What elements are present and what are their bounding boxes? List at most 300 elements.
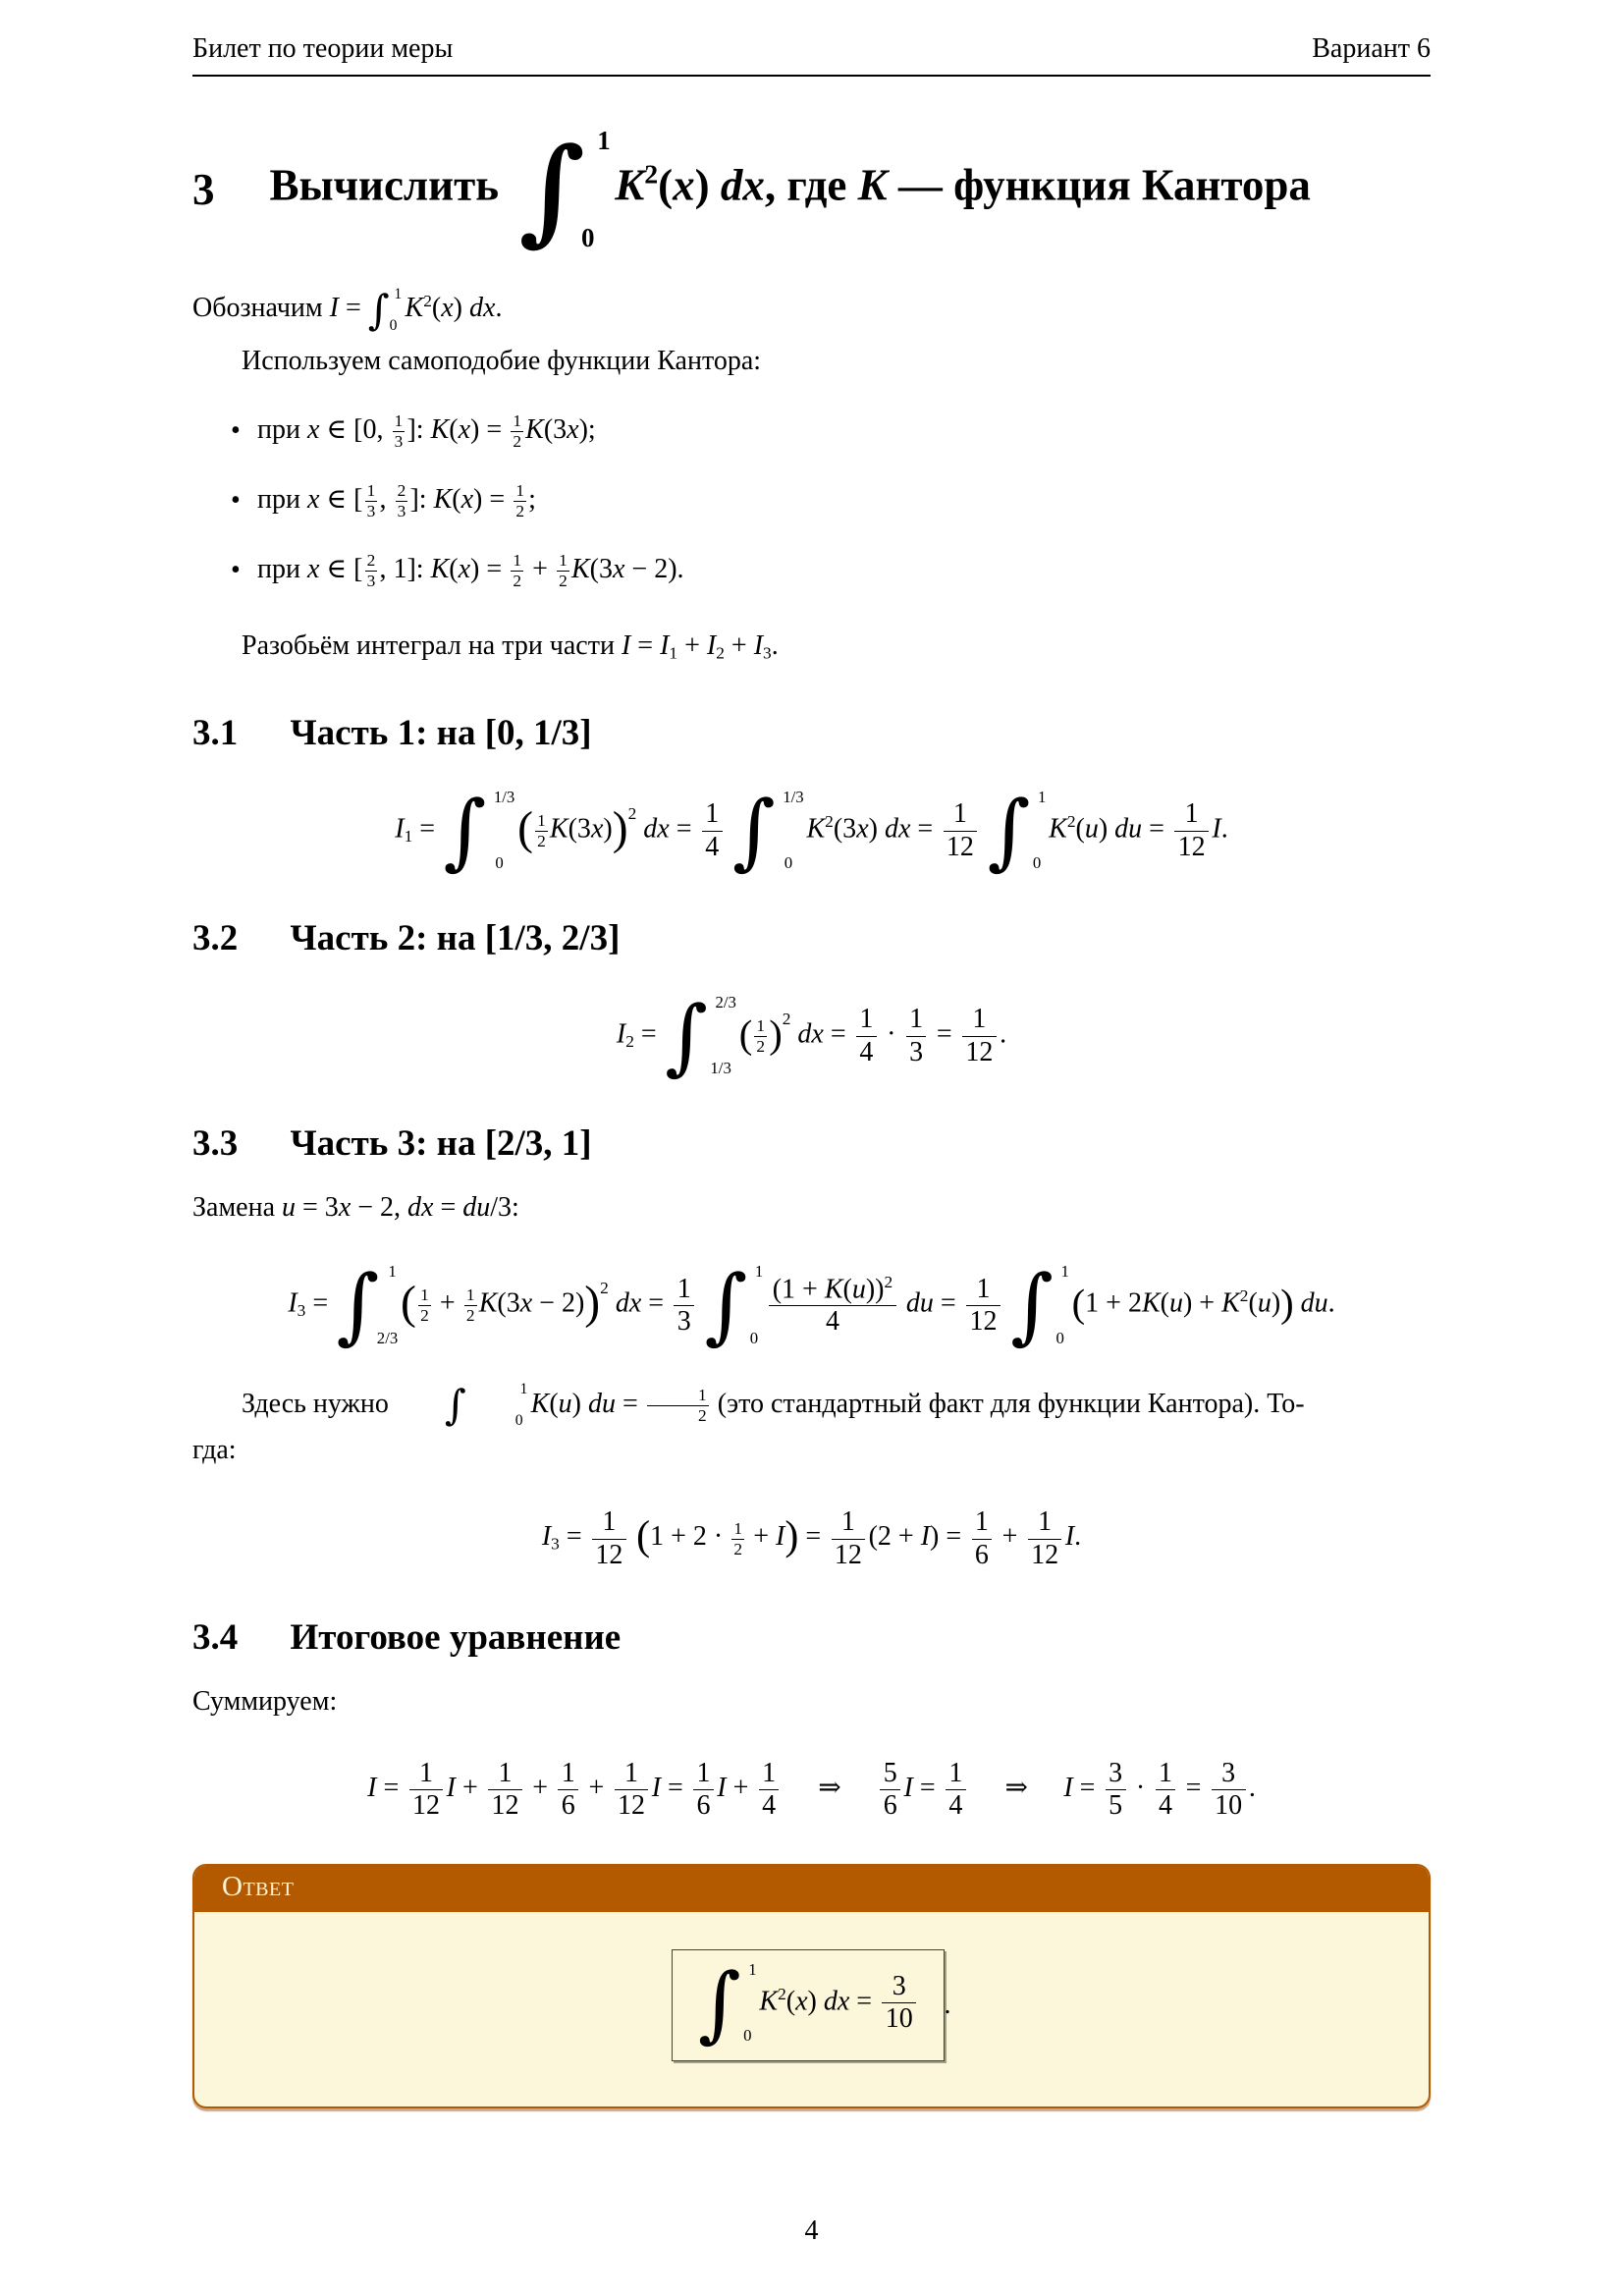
subsection-title: Часть 1: на [0, 1/3] (290, 713, 592, 754)
math-mi: x (590, 813, 604, 845)
math-mi: dx (797, 1018, 824, 1050)
math-frac (557, 551, 569, 591)
math-frac (1212, 1758, 1246, 1822)
subsection-title: Часть 3: на [2/3, 1] (290, 1123, 592, 1165)
math-msub: 1 (404, 826, 413, 846)
math-mi: x (458, 553, 471, 584)
math-msup: 2 (644, 159, 659, 191)
math-mr: ) + (1182, 1287, 1222, 1319)
math-mr: ) = (930, 1521, 969, 1553)
math-msub: 3 (551, 1534, 560, 1554)
math-mr: ) (603, 813, 613, 845)
math-den: 6 (972, 1539, 993, 1571)
math-mr: Обозначим (192, 293, 330, 324)
math-num: 1 (952, 798, 967, 830)
math-intsign: ∫ (731, 783, 776, 880)
formula-final-equation (192, 1758, 1431, 1822)
math-frac (647, 1386, 709, 1426)
math-mr: при (257, 413, 307, 445)
math-den: 12 (1028, 1539, 1062, 1571)
math-den: 2 (514, 501, 526, 521)
math-den: 10 (882, 2002, 916, 2035)
math-mr: ∈ [ (319, 553, 363, 584)
answer-box-header (194, 1866, 1429, 1912)
math-mi: x (612, 553, 625, 584)
math-mr: (2 + (868, 1521, 921, 1553)
math-msub: 3 (297, 1301, 306, 1321)
math-msup: 2 (825, 812, 834, 832)
math-intb: 0 (581, 223, 595, 252)
math-mr: + (995, 1521, 1025, 1553)
math-intI (368, 287, 402, 334)
paragraph-summing: Суммируем: (192, 1685, 338, 1717)
math-mi: I (616, 1018, 626, 1050)
math-mi: dx (720, 160, 765, 210)
math-mi: I (288, 1287, 298, 1319)
math-mi: K (615, 160, 645, 210)
running-header (192, 33, 1431, 77)
math-mr: · (1128, 1773, 1153, 1804)
math-msup: 2 (1066, 812, 1076, 832)
math-mr: )) (865, 1274, 885, 1304)
math-mr: (это стандартный факт для функции Кантора). То- (710, 1388, 1305, 1419)
math-num: 1 (676, 1273, 691, 1304)
math-frac (693, 1758, 714, 1822)
math-intlims (390, 286, 403, 334)
math-den: 4 (759, 1789, 780, 1822)
math-frac (418, 1285, 431, 1326)
math-intlims (1029, 789, 1047, 873)
math-mi: K (430, 413, 450, 445)
math-mr: ; (528, 483, 536, 515)
math-frac (1174, 798, 1209, 862)
math-den: 6 (880, 1789, 900, 1822)
math-mi: dx (407, 1192, 434, 1224)
math-mr: . (495, 293, 503, 324)
paragraph-denote (192, 287, 1431, 334)
math-msup: 2 (884, 1272, 893, 1291)
math-den: 3 (906, 1036, 927, 1068)
math-mr: (3 (833, 813, 857, 845)
math-mi: I (395, 813, 405, 845)
math-mr: + (525, 553, 555, 584)
math-den: 12 (962, 1036, 997, 1068)
math-mr: + (724, 629, 754, 661)
math-intD (336, 1257, 399, 1354)
math-mr: при (257, 483, 307, 515)
math-mr: при (257, 553, 307, 584)
math-mr: ( (1075, 813, 1085, 845)
math-intb: 0 (784, 853, 793, 873)
math-inta: 1 (748, 1959, 757, 1979)
math-mr: ( (549, 1388, 559, 1419)
math-bigp: ) (784, 1513, 799, 1559)
math-mr: Разобьём интеграл на три части (242, 629, 622, 661)
math-mi: du (587, 1388, 616, 1419)
math-mr: ]: (406, 413, 431, 445)
math-frac (944, 798, 978, 862)
math-mr: ) (694, 160, 721, 210)
math-num: 2 (366, 550, 376, 570)
math-mr: + (726, 1773, 756, 1804)
math-bigp: ( (738, 1011, 753, 1057)
math-den: 2 (754, 1036, 767, 1057)
math-mi: du (1114, 813, 1143, 845)
math-num: 1 (859, 1004, 874, 1035)
math-inta: 1/3 (493, 788, 515, 807)
math-den: 12 (615, 1789, 649, 1822)
math-mr: ⇒ (818, 1773, 841, 1804)
math-intlims (706, 994, 736, 1078)
math-mi: u (558, 1388, 572, 1419)
math-mr: = (305, 1287, 336, 1319)
math-intsign: ∫ (444, 1381, 466, 1430)
paragraph-split-integral (192, 625, 1431, 667)
math-num: 1 (465, 1285, 475, 1305)
math-mr: 1 + 2 (1085, 1287, 1142, 1319)
math-mr: + (525, 1773, 556, 1804)
math-mr: , (379, 483, 394, 515)
math-intlims (774, 789, 804, 873)
math-frac (754, 1016, 767, 1057)
math-mi: I (329, 293, 339, 324)
math-mr: + (456, 1773, 485, 1804)
math-mr: . (1000, 1018, 1007, 1050)
math-mi: dx (643, 813, 670, 845)
math-den: 4 (769, 1305, 895, 1338)
section-number: 3 (192, 165, 215, 214)
header-right-variant: Вариант 6 (1312, 33, 1431, 64)
math-frac (1106, 1758, 1126, 1822)
math-num: 1 (418, 1758, 433, 1789)
math-mi: K (478, 1287, 498, 1319)
math-den: 4 (856, 1036, 877, 1068)
math-den: 12 (592, 1539, 626, 1571)
math-mr: . (1074, 1521, 1082, 1553)
math-frac (558, 1758, 578, 1822)
math-mi: x (338, 1192, 352, 1224)
math-intD (704, 1257, 764, 1354)
math-mr: (3 (543, 413, 568, 445)
math-num: 1 (623, 1758, 638, 1789)
math-intb: 0 (1032, 853, 1042, 873)
math-mr: ( (431, 293, 442, 324)
math-inta: 1 (597, 126, 611, 155)
math-mi: x (567, 413, 579, 445)
math-mi: I (920, 1521, 931, 1553)
math-mr: . (1248, 1773, 1256, 1804)
math-num: 1 (420, 1285, 429, 1305)
math-mr: , где (764, 160, 858, 210)
math-frac (702, 798, 723, 862)
math-intlims (746, 1264, 764, 1348)
math-mr: · (880, 1018, 903, 1050)
math-inta: 1/3 (783, 788, 804, 807)
math-mi: dx (615, 1287, 642, 1319)
math-den: 12 (409, 1789, 444, 1822)
answer-formula-box (672, 1949, 944, 2061)
formula-part1 (192, 783, 1431, 880)
math-mi: x (306, 483, 320, 515)
math-mr: ) (571, 1388, 588, 1419)
math-den: 12 (832, 1539, 866, 1571)
math-mr: − 2). (624, 553, 684, 584)
math-frac (856, 1004, 877, 1067)
section-heading (192, 121, 1431, 257)
math-frac (409, 1758, 444, 1822)
math-frac (972, 1506, 993, 1570)
math-mr: ( (842, 1274, 852, 1304)
math-intD (731, 783, 804, 880)
math-frac (511, 411, 523, 452)
bullet-icon: • (231, 555, 241, 586)
math-msup: 2 (1239, 1286, 1249, 1306)
math-num: 1 (498, 1758, 513, 1789)
math-mr: (3 (589, 553, 613, 584)
math-den: 2 (511, 571, 523, 591)
math-mr: ]: (409, 483, 434, 515)
math-intlims (739, 1961, 757, 2046)
math-mi: du (905, 1287, 934, 1319)
math-den: 3 (396, 501, 408, 521)
math-mr: — функция Кантора (887, 160, 1311, 210)
math-mr: ( (1160, 1287, 1169, 1319)
math-mi: x (519, 1287, 533, 1319)
math-mi: x (460, 483, 474, 515)
math-frac (759, 1758, 780, 1822)
math-den: 6 (693, 1789, 714, 1822)
math-den: 3 (365, 501, 378, 521)
math-mr: = (1142, 813, 1171, 845)
math-msup: 2 (627, 804, 637, 824)
math-den: 12 (944, 831, 978, 863)
math-mr: = 3 (296, 1192, 339, 1224)
bullet-icon: • (231, 415, 241, 447)
math-mi: dx (469, 293, 496, 324)
math-intb: 0 (743, 2025, 752, 2045)
math-den: 2 (647, 1405, 709, 1426)
math-mi: I (367, 1773, 377, 1804)
answer-box-body (194, 1912, 1429, 2106)
paragraph-selfsimilarity: Используем самоподобие функции Кантора: (242, 345, 762, 376)
math-mr: ); (578, 413, 596, 445)
math-mr: ) = (470, 413, 510, 445)
math-den: 12 (488, 1789, 522, 1822)
math-mi: I (717, 1773, 727, 1804)
math-mi: x (306, 413, 320, 445)
math-num: 5 (883, 1758, 897, 1789)
math-frac (1156, 1758, 1176, 1822)
math-mi: x (856, 813, 869, 845)
math-bigp: ) (769, 1011, 783, 1057)
math-mr: = (933, 1287, 963, 1319)
math-mr: ) (453, 293, 469, 324)
math-mr: = (929, 1018, 959, 1050)
math-intb: 0 (389, 316, 398, 334)
math-frac (396, 481, 408, 521)
math-msub: 2 (716, 643, 725, 663)
math-mr: = (669, 813, 699, 845)
math-den: 12 (1174, 831, 1209, 863)
math-mi: u (851, 1274, 866, 1304)
math-mr: (3 (497, 1287, 520, 1319)
math-den: 2 (511, 431, 523, 452)
math-mi: I (1212, 813, 1221, 845)
math-den: 10 (1212, 1789, 1246, 1822)
math-mi: K (759, 1986, 779, 2017)
math-intD (987, 783, 1047, 880)
math-den: 2 (557, 571, 569, 591)
math-bigp: ( (401, 1278, 416, 1330)
math-num: 1 (762, 1758, 777, 1789)
math-mi: I (621, 629, 631, 661)
subsection-title: Итоговое уравнение (290, 1616, 622, 1658)
math-intsign: ∫ (987, 783, 1031, 880)
math-mr: − 2, (351, 1192, 408, 1224)
math-mi: x (673, 160, 695, 210)
math-frac (966, 1274, 1001, 1338)
page-footer (0, 2215, 1623, 2247)
math-mr: ) (807, 1986, 824, 2017)
subsection-number: 3.2 (192, 918, 239, 959)
math-mr: ( (449, 413, 459, 445)
math-msup: 2 (782, 1010, 791, 1029)
math-den: 4 (946, 1789, 966, 1822)
math-den: 2 (535, 831, 548, 851)
math-msub: 1 (669, 643, 678, 663)
math-mr: Замена (192, 1192, 283, 1224)
math-intsign: ∫ (704, 1257, 748, 1354)
math-num: 1 (697, 1385, 707, 1404)
math-frac (592, 1506, 626, 1570)
math-mr: = (910, 813, 941, 845)
math-msub: 2 (625, 1031, 634, 1051)
math-mr: = (412, 813, 443, 845)
math-mi: I (903, 1773, 913, 1804)
math-mr: = (1178, 1773, 1209, 1804)
fact-line1 (242, 1381, 1305, 1430)
math-intI (396, 1382, 527, 1429)
math-msup: 2 (423, 291, 432, 310)
subsection-number: 3.1 (192, 713, 239, 754)
math-mr: = (633, 1018, 664, 1050)
subsection-number: 3.3 (192, 1123, 239, 1165)
math-bigp: ( (636, 1513, 651, 1559)
math-mr: = (641, 1287, 672, 1319)
math-mr: ) = (470, 553, 510, 584)
math-mi: I (660, 629, 670, 661)
math-mr: ∈ [ (319, 483, 363, 515)
math-mi: I (446, 1773, 456, 1804)
math-den: 2 (418, 1305, 431, 1326)
math-num: 1 (972, 1004, 987, 1035)
math-num: 2 (397, 480, 406, 500)
math-den: 2 (464, 1305, 477, 1326)
math-intlims (1052, 1264, 1069, 1348)
math-num: 1 (1184, 798, 1199, 830)
math-num: 1 (1038, 1506, 1053, 1538)
math-num: 1 (602, 1506, 617, 1538)
math-mi: x (458, 413, 471, 445)
math-mr: ⇒ (1004, 1773, 1028, 1804)
math-num: 1 (394, 410, 404, 430)
math-intb: 0 (749, 1328, 759, 1347)
math-mi: u (1084, 813, 1099, 845)
math-intlims (485, 789, 515, 873)
math-intD (443, 783, 515, 880)
math-mi: K (433, 483, 453, 515)
math-mi: I (753, 629, 764, 661)
math-mr: (3 (568, 813, 591, 845)
math-num: 1 (561, 1758, 575, 1789)
math-mr: = (849, 1986, 880, 2017)
math-den: 3 (674, 1305, 694, 1338)
math-mi: x (441, 293, 454, 324)
math-mr: = (630, 629, 661, 661)
header-left-title: Билет по теории меры (192, 33, 454, 64)
math-mr: − 2) (532, 1287, 585, 1319)
math-mr: ) (1098, 813, 1109, 845)
math-mi: x (306, 553, 320, 584)
math-intsign: ∫ (518, 121, 586, 257)
math-mi: K (570, 553, 590, 584)
math-num: 1 (515, 480, 524, 500)
math-mr: = (823, 1018, 853, 1050)
math-frac (674, 1274, 694, 1338)
math-mi: u (1257, 1287, 1271, 1319)
math-mr: Вычислить (269, 160, 500, 210)
math-num: 1 (909, 1004, 924, 1035)
math-bigp: ( (1071, 1281, 1086, 1326)
math-mi: x (795, 1986, 808, 2017)
math-mr: . (1327, 1287, 1335, 1319)
math-mi: I (1063, 1773, 1073, 1804)
math-intb: 0 (1055, 1328, 1064, 1347)
math-mi: I (776, 1521, 785, 1553)
formula-part2 (192, 988, 1431, 1085)
math-mr: ) = (473, 483, 513, 515)
math-msup: 2 (600, 1279, 609, 1298)
math-mi: du (1300, 1287, 1328, 1319)
math-num: 1 (1158, 1758, 1172, 1789)
fact-line2: гда: (192, 1435, 237, 1466)
math-num: 3 (1109, 1758, 1123, 1789)
subsection-number: 3.4 (192, 1616, 239, 1658)
math-mr: /3: (490, 1192, 519, 1224)
math-frac (365, 481, 378, 521)
math-mi: K (405, 293, 424, 324)
math-mr: = (661, 1773, 690, 1804)
math-mr: . (771, 629, 779, 661)
math-frac (365, 551, 378, 591)
page-number: 4 (804, 2215, 819, 2246)
math-intD (697, 1954, 757, 2051)
math-num: 1 (976, 1273, 991, 1304)
math-msup: 2 (778, 1984, 786, 2003)
math-intsign: ∫ (1010, 1257, 1054, 1354)
math-num: 1 (974, 1506, 989, 1538)
math-frac (832, 1506, 866, 1570)
math-intD (665, 988, 736, 1085)
math-mi: K (1049, 813, 1067, 845)
math-intb: 2/3 (376, 1328, 399, 1347)
math-mi: K (530, 1388, 550, 1419)
math-num: 1 (756, 1015, 766, 1035)
section-heading-text (269, 121, 1311, 257)
math-mr: ) (868, 813, 878, 845)
math-mr: = (1072, 1773, 1103, 1804)
math-den: 6 (558, 1789, 578, 1822)
